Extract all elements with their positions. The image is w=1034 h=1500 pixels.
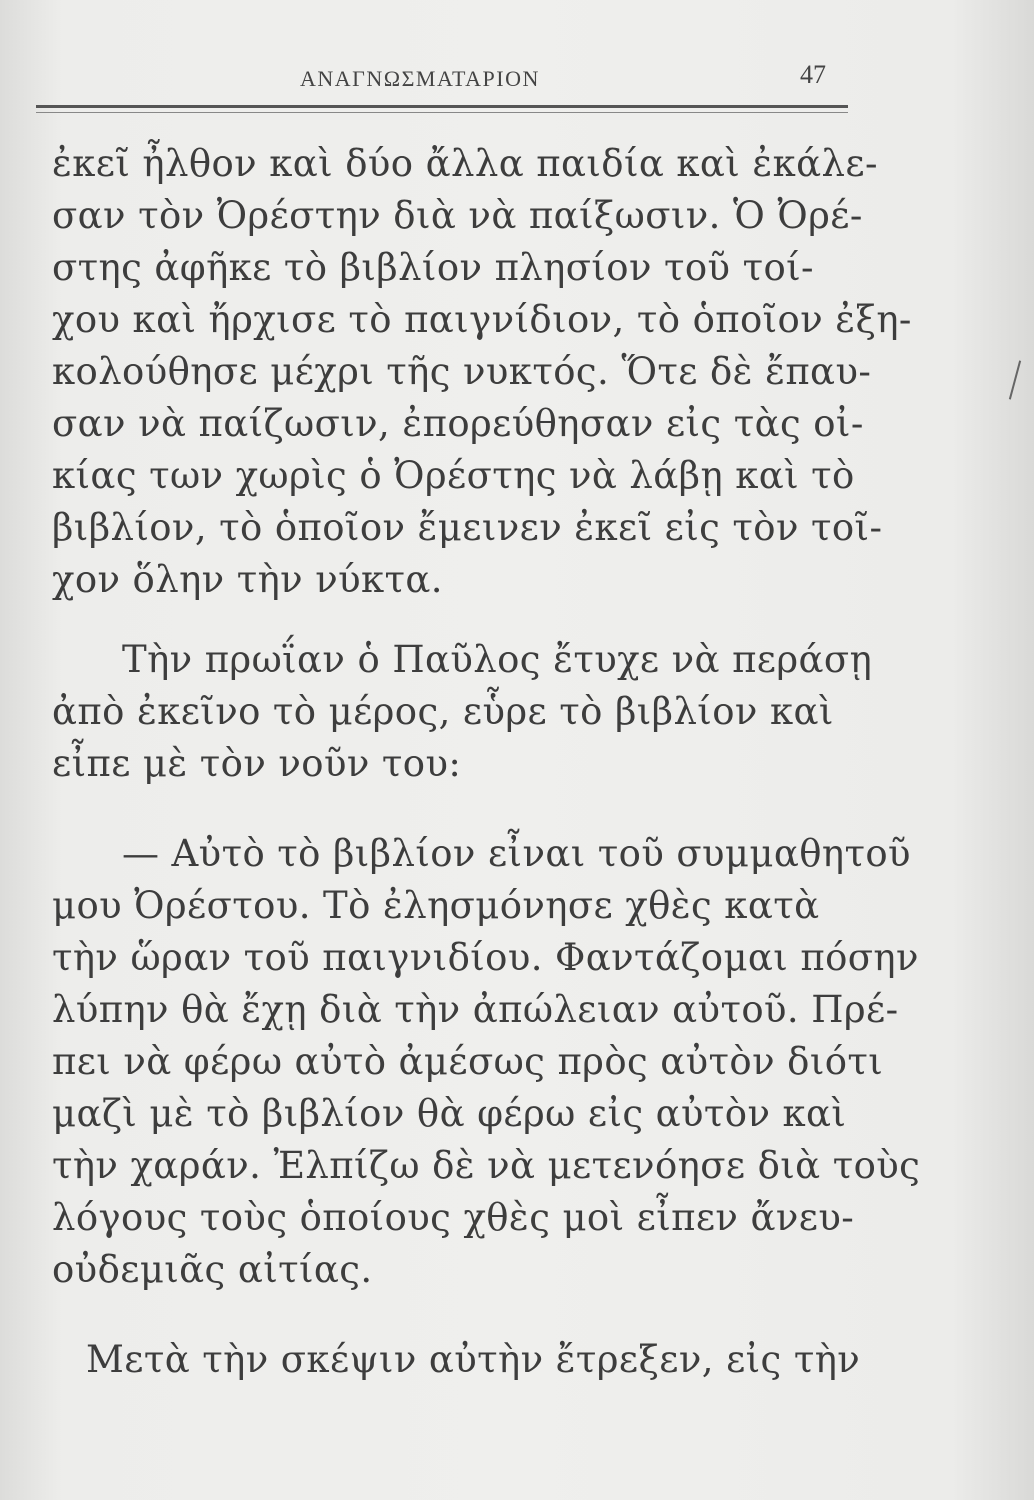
- header-rule-thin: [36, 112, 848, 113]
- text-line: μου Ὀρέστου. Τὸ ἐλησμόνησε χθὲς κατὰ: [52, 884, 820, 927]
- text-line: τὴν χαράν. Ἐλπίζω δὲ νὰ μετενόησε διὰ τοὺς: [52, 1144, 921, 1187]
- page-number: 47: [800, 60, 826, 89]
- text-line: σαν νὰ παίζωσιν, ἐπορεύθησαν εἰς τὰς οἰ-: [52, 402, 864, 445]
- text-line: στης ἀφῆκε τὸ βιβλίον πλησίον τοῦ τοί-: [52, 246, 814, 289]
- header-rule: [36, 105, 848, 108]
- dialogue-start-line: — Αὐτὸ τὸ βιβλίον εἶναι τοῦ συμμαθητοῦ: [122, 832, 911, 875]
- text-line: σαν τὸν Ὀρέστην διὰ νὰ παίξωσιν. Ὁ Ὀρέ-: [52, 194, 863, 237]
- paragraph-start-line: Τὴν πρωΐαν ὁ Παῦλος ἔτυχε νὰ περάσῃ: [122, 638, 873, 681]
- paragraph-start-line: Μετὰ τὴν σκέψιν αὐτὴν ἔτρεξεν, εἰς τὴν: [86, 1338, 861, 1381]
- text-line: ἐκεῖ ἦλθον καὶ δύο ἄλλα παιδία καὶ ἐκάλε-: [52, 142, 878, 185]
- running-title: ΑΝΑΓΝΩΣΜΑΤΑΡΙΟΝ: [300, 66, 540, 91]
- text-line: χον ὅλην τὴν νύκτα.: [52, 558, 443, 601]
- text-line: κίας των χωρὶς ὁ Ὀρέστης νὰ λάβῃ καὶ τὸ: [52, 454, 855, 497]
- text-line: κολούθησε μέχρι τῆς νυκτός. Ὅτε δὲ ἔπαυ-: [52, 350, 872, 393]
- page-header: [0, 0, 1034, 130]
- text-line: πει νὰ φέρω αὐτὸ ἀμέσως πρὸς αὐτὸν διότι: [52, 1040, 884, 1083]
- text-line: εἶπε μὲ τὸν νοῦν του:: [52, 742, 462, 785]
- page-edge-mark: [1009, 360, 1021, 399]
- text-line: λύπην θὰ ἔχῃ διὰ τὴν ἀπώλειαν αὐτοῦ. Πρέ-: [52, 988, 899, 1031]
- text-line: βιβλίον, τὸ ὁποῖον ἔμεινεν ἐκεῖ εἰς τὸν τοῖ-: [52, 506, 883, 549]
- text-line: χου καὶ ἤρχισε τὸ παιγνίδιον, τὸ ὁποῖον ἐξη-: [52, 298, 912, 341]
- text-line: ἀπὸ ἐκεῖνο τὸ μέρος, εὗρε τὸ βιβλίον καὶ: [52, 690, 834, 733]
- text-line: τὴν ὥραν τοῦ παιγνιδίου. Φαντάζομαι πόσην: [52, 936, 919, 979]
- text-line: οὐδεμιᾶς αἰτίας.: [52, 1248, 373, 1291]
- text-line: λόγους τοὺς ὁποίους χθὲς μοὶ εἶπεν ἄνευ-: [52, 1196, 855, 1239]
- text-line: μαζὶ μὲ τὸ βιβλίον θὰ φέρω εἰς αὐτὸν καὶ: [52, 1092, 847, 1135]
